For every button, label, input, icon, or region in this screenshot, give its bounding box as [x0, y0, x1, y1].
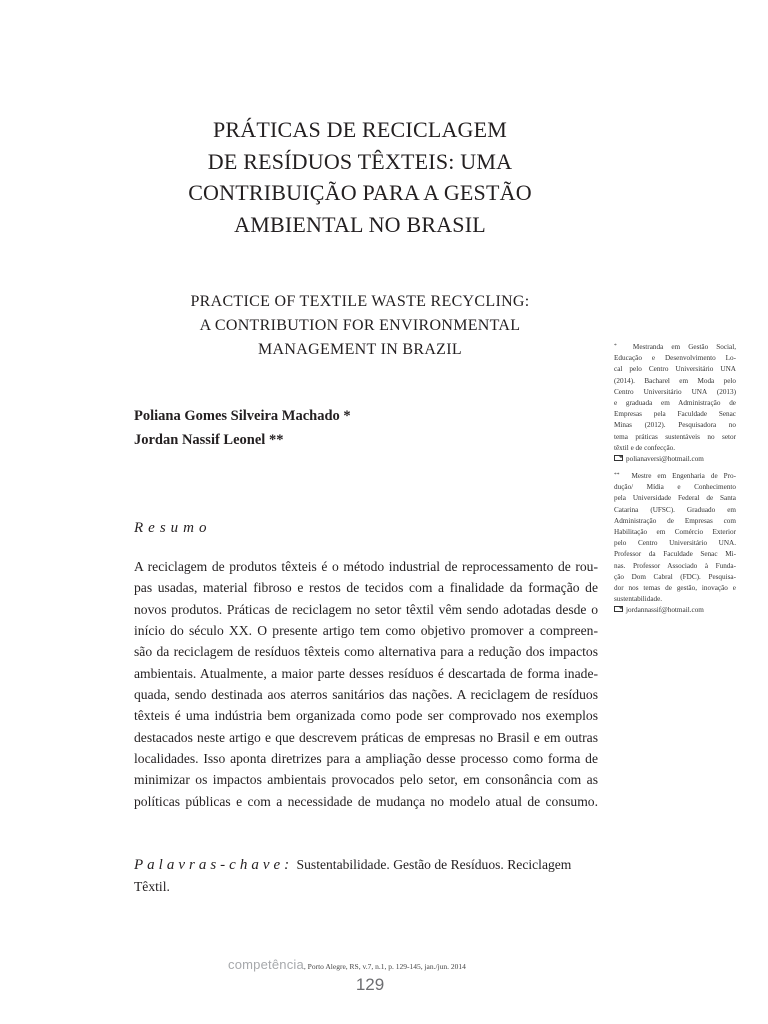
title-line: AMBIENTAL NO BRASIL: [234, 211, 486, 237]
abstract-line: quada, sendo destinada aos aterros sanitários das nações. A reciclagem de resíduos: [134, 687, 598, 703]
keywords-text: Sustentabilidade. Gestão de Resíduos. Reciclagem: [296, 857, 572, 872]
journal-name: competência: [228, 957, 304, 972]
footnote-line: sustentabilidade.: [614, 595, 663, 604]
subtitle-line: A CONTRIBUTION FOR ENVIRONMENTAL: [199, 317, 521, 334]
footnote-line: nas. Professor Associado à Funda-: [614, 561, 736, 570]
article-subtitle-english: [150, 290, 570, 362]
footnote-line: Centro Universitário UNA (2013): [614, 387, 736, 396]
keywords-text-continued: Têxtil.: [134, 879, 170, 894]
abstract-line: ambientais. Atualmente, a maior parte desses resíduos é descartada de forma inade-: [134, 665, 598, 681]
subtitle-line: PRACTICE OF TEXTILE WASTE RECYCLING:: [190, 293, 530, 310]
abstract-line: minimizar os impactos ambientais provocados pelo setor, em consonância com as: [134, 772, 598, 788]
footnote-line: Catarina (UFSC). Graduado em: [614, 505, 736, 514]
footnote-second-author: [614, 471, 736, 616]
subtitle-line: MANAGEMENT IN BRAZIL: [258, 341, 462, 358]
footnote-line: * Mestranda em Gestão Social,: [614, 343, 737, 351]
footnote-email[interactable]: polianaversi@hotmail.com: [626, 454, 704, 463]
footnote-line: pelo Centro Universitário UNA.: [614, 539, 736, 548]
footnote-line: ** Mestre em Engenharia de Pro-: [614, 472, 736, 481]
footnote-line: cal pelo Centro Universitário UNA: [614, 365, 736, 374]
abstract-line: são da reciclagem de resíduos têxteis como alternativa para a redução dos impactos: [134, 644, 598, 660]
abstract-line: início do século XX. O presente artigo tem como objetivo promover a compreen-: [134, 623, 598, 639]
abstract-line: têxteis é uma indústria bem organizada como pode ser comprovado nos exemplos: [134, 708, 598, 724]
abstract-heading: Resumo: [134, 520, 212, 536]
abstract-line: A reciclagem de produtos têxteis é o método industrial de reprocessamento de rou-: [134, 559, 598, 574]
abstract-line: localidades. Isso aponta diretrizes para a ampliação desse processo como forma de: [134, 751, 598, 767]
abstract-line: políticas públicas e com a necessidade de mudança no modelo atual de consumo.: [134, 793, 598, 809]
footnote-line: e graduada em Administração de: [614, 398, 736, 407]
footnote-line: tema práticas sustentáveis no setor: [614, 432, 736, 441]
footnote-line: Minas (2012). Pesquisadora no: [614, 421, 736, 430]
title-line: PRÁTICAS DE RECICLAGEM: [212, 117, 508, 142]
keywords-first-line: [134, 853, 598, 876]
abstract-line: pas usadas, material fibroso e restos de tecidos com a finalidade da formação de: [134, 580, 598, 596]
footnote-line: Professor da Faculdade Senac Mi-: [614, 550, 736, 559]
title-line: DE RESÍDUOS TÊXTEIS: UMA: [207, 148, 513, 174]
footnote-line: ção Dom Cabral (FDC). Pesquisa-: [614, 572, 736, 581]
keywords-label: Palavras-chave:: [134, 857, 294, 873]
footnote-line: dor nos temas de gestão, inovação e: [614, 583, 736, 592]
footnote-marker: *: [614, 343, 617, 349]
abstract-body: [134, 556, 598, 812]
journal-citation: [228, 957, 628, 972]
abstract-line: destacados neste artigo e que descrevem práticas de empresas no Brasil e em outras: [134, 729, 598, 745]
footnote-line: Educação e Desenvolvimento Lo-: [614, 354, 736, 363]
footnote-email-row: [614, 454, 736, 465]
footnote-line: pela Universidade Federal de Santa: [614, 494, 736, 503]
footnote-line: dução/ Mídia e Conhecimento: [614, 483, 736, 492]
page-number: 129: [355, 975, 385, 994]
author-name: Jordan Nassif Leonel **: [134, 432, 284, 448]
footnote-line: Habilitação em Comércio Exterior: [614, 528, 736, 536]
footnote-first-author: [614, 342, 736, 465]
author-footnotes: [614, 342, 736, 617]
footnote-email[interactable]: jordannassif@hotmail.com: [626, 606, 704, 615]
footnote-marker: **: [614, 472, 620, 479]
title-line: CONTRIBUIÇÃO PARA A GESTÃO: [188, 180, 532, 205]
author-name: Poliana Gomes Silveira Machado *: [134, 408, 351, 424]
footnote-line: têxtil e de confecção.: [614, 443, 676, 452]
keywords: [134, 853, 598, 897]
abstract-line: novos produtos. Práticas de reciclagem no setor têxtil vêm sendo adotadas desde o: [134, 601, 598, 617]
article-title: [150, 114, 570, 240]
citation-details: , Porto Alegre, RS, v.7, n.1, p. 129-145, jan./jun. 2014: [303, 962, 466, 971]
footnote-line: (2014). Bacharel em Moda pelo: [614, 376, 736, 385]
envelope-icon: [614, 606, 623, 612]
footnote-line: Empresas pela Faculdade Senac: [614, 410, 736, 419]
footnote-email-row: [614, 605, 736, 616]
envelope-icon: [614, 455, 623, 461]
author-list: [134, 404, 434, 452]
footnote-line: Administração de Empresas com: [614, 516, 736, 525]
